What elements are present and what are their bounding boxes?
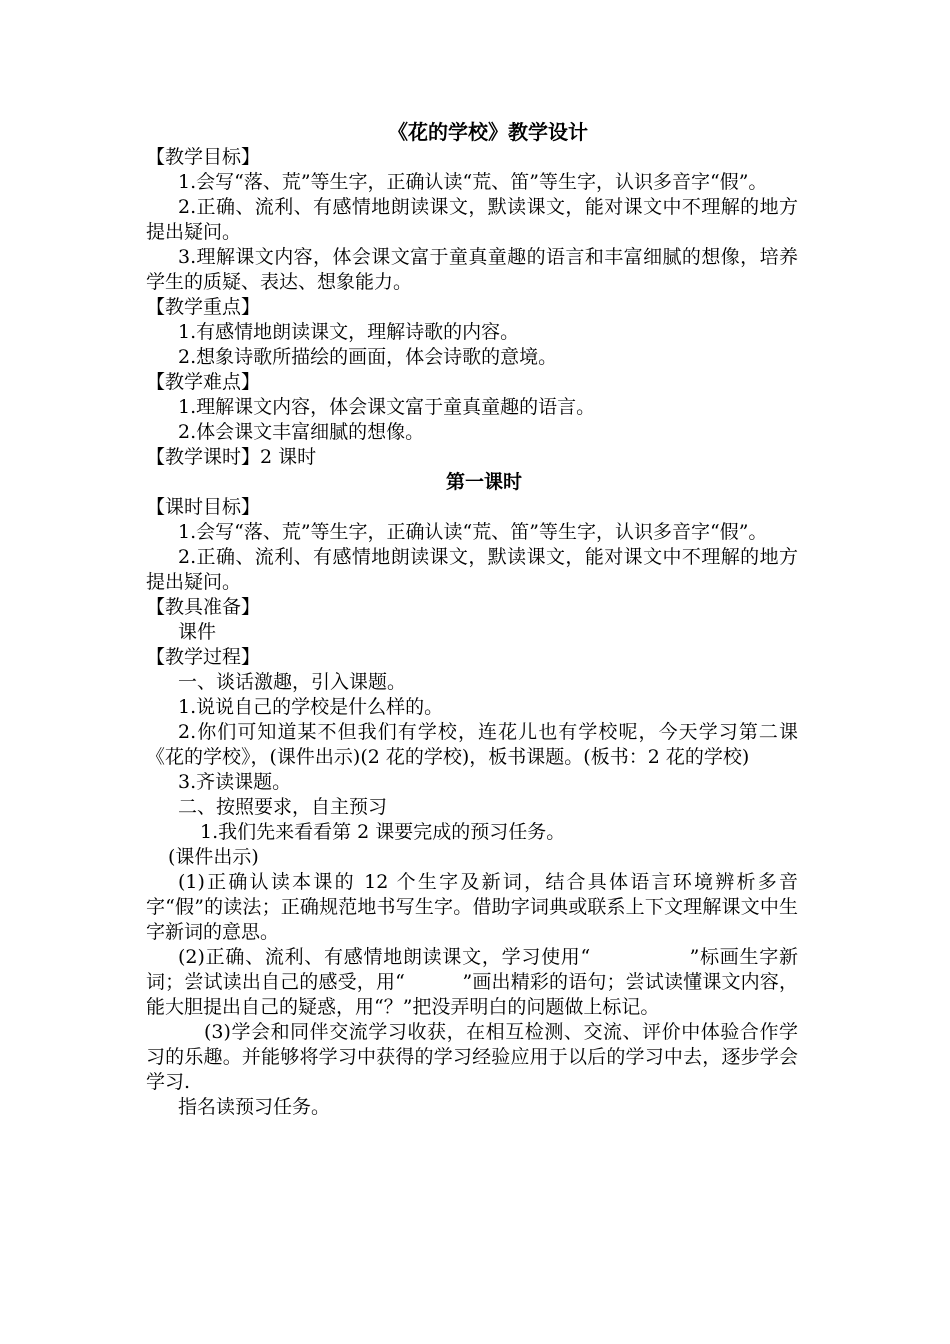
- goal-item-1: 1.会写“落、荒”等生字，正确认读“荒、笛”等生字，认识多音字“假”。: [178, 171, 768, 193]
- process-step-1: 一、谈话激趣，引入课题。: [178, 671, 407, 693]
- task-2: (2)正确、流利、有感情地朗读课文，学习使用“ ”标画生字新词；尝试读出自己的感受，用“ ”画出精彩的语句；尝试读懂课文内容，能大胆提出自己的疑惑，用“？”把没弄明白的问题做上标记。: [146, 946, 798, 1018]
- goal-item-3: 3.理解课文内容，体会课文富于童真童趣的语言和丰富细腻的想像，培养学生的质疑、表达、想象能力。: [146, 246, 798, 293]
- key-point-2: 2.想象诗歌所描绘的画面，体会诗歌的意境。: [178, 346, 558, 368]
- process-step-1-1: 1.说说自己的学校是什么样的。: [178, 696, 444, 718]
- lesson-goal-2: 2.正确、流利、有感情地朗读课文，默读课文，能对课文中不理解的地方提出疑问。: [146, 546, 798, 593]
- difficulty-2: 2.体会课文丰富细腻的想像。: [178, 421, 425, 443]
- task-3: (3)学会和同伴交流学习收获，在相互检测、交流、评价中体验合作学习的乐趣。并能够将学习中获得的学习经验应用于以后的学习中去，逐步学会学习.: [146, 1021, 798, 1093]
- courseware-show: (课件出示): [168, 846, 259, 868]
- read-task: 指名读预习任务。: [178, 1096, 331, 1118]
- section-heading-goals: 【教学目标】: [146, 146, 261, 168]
- document-page: [146, 120, 798, 1120]
- section-heading-difficulties: 【教学难点】: [146, 371, 261, 393]
- goal-item-2: 2.正确、流利、有感情地朗读课文，默读课文，能对课文中不理解的地方提出疑问。: [146, 196, 798, 243]
- section-heading-key-points: 【教学重点】: [146, 296, 261, 318]
- task-1: (1)正确认读本课的 12 个生字及新词，结合具体语言环境辨析多音字“假”的读法；正确规范地书写生字。借助字词典或联系上下文理解课文中生字新词的意思。: [146, 871, 798, 943]
- section-heading-process: 【教学过程】: [146, 646, 261, 668]
- tools-text: 课件: [178, 621, 217, 643]
- process-step-2-1: 1.我们先来看看第 2 课要完成的预习任务。: [200, 821, 566, 843]
- lesson-title: 第一课时: [445, 471, 522, 493]
- teaching-hours: 【教学课时】2 课时: [146, 446, 317, 468]
- lesson-goal-1: 1.会写“落、荒”等生字，正确认读“荒、笛”等生字，认识多音字“假”。: [178, 521, 768, 543]
- document-title: 《花的学校》教学设计: [388, 120, 588, 144]
- process-step-1-3: 3.齐读课题。: [178, 771, 292, 793]
- section-heading-lesson-goals: 【课时目标】: [146, 496, 261, 518]
- process-step-1-2: 2.你们可知道某不但我们有学校，连花儿也有学校呢，今天学习第二课《花的学校》，(课件出示)(2 花的学校)，板书课题。(板书：2 花的学校): [146, 721, 798, 768]
- section-heading-tools: 【教具准备】: [146, 596, 261, 618]
- process-step-2: 二、按照要求，自主预习: [178, 796, 388, 818]
- key-point-1: 1.有感情地朗读课文，理解诗歌的内容。: [178, 321, 520, 343]
- difficulty-1: 1.理解课文内容，体会课文富于童真童趣的语言。: [178, 396, 596, 418]
